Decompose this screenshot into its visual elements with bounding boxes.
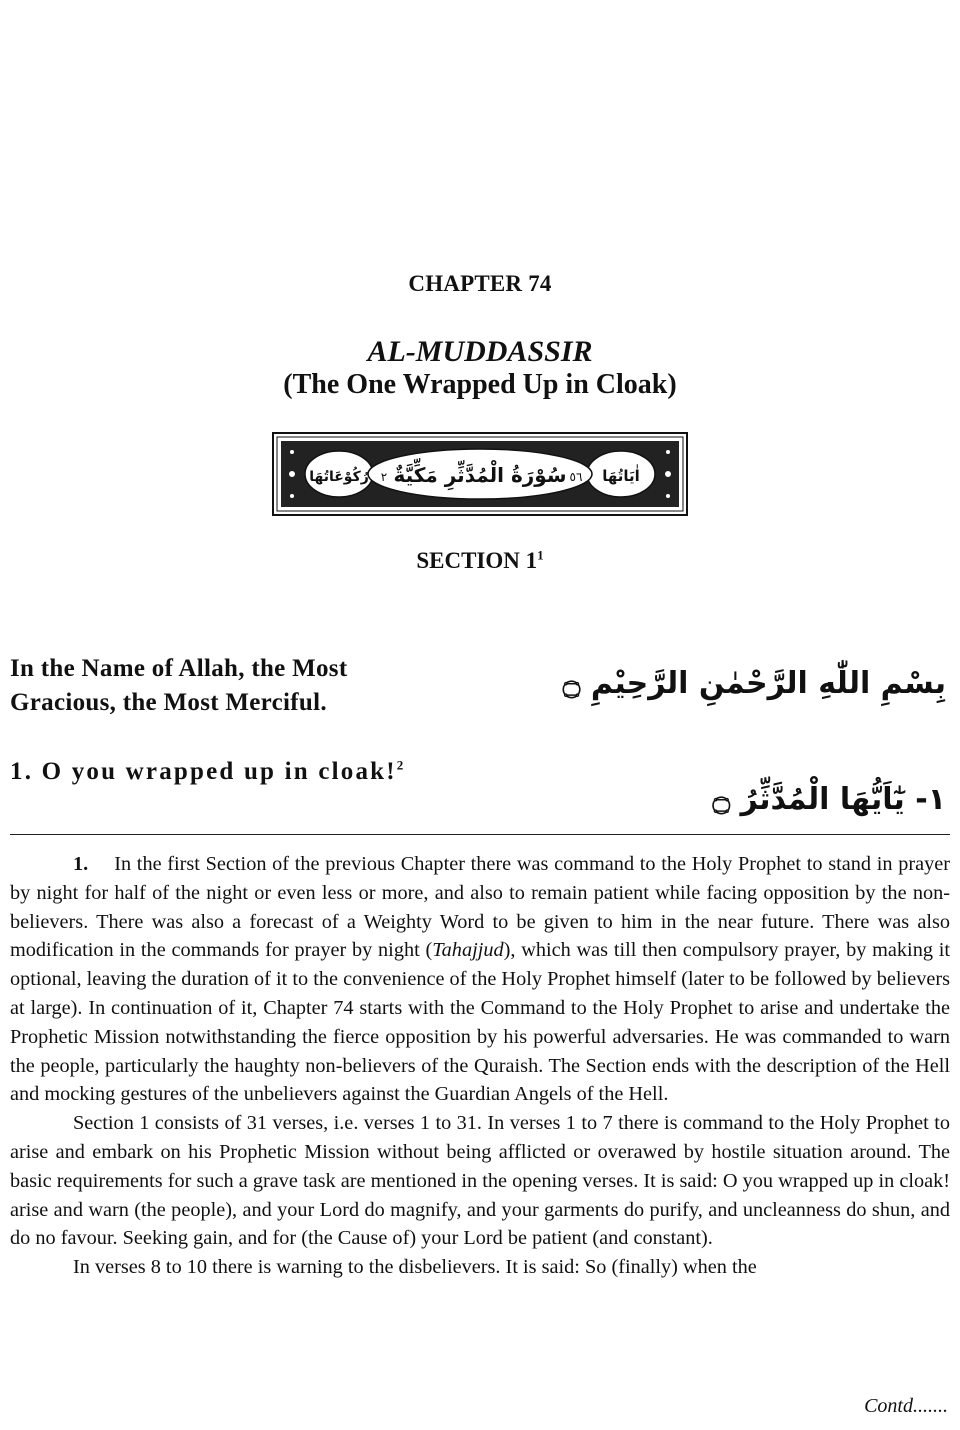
surah-title: AL-MUDDASSIR: [367, 335, 593, 368]
verse-1-arabic: ١- يٰٓاَيُّهَا الْمُدَّثِّرُ ۝: [712, 782, 946, 817]
banner-number-left: ٢: [380, 470, 388, 484]
section-footnote-ref: 1: [537, 547, 544, 563]
banner-surah-name: سُوْرَةُ الْمُدَّثِّرِ مَكِّيَّةٌ: [393, 463, 567, 487]
note-number: 1.: [73, 853, 89, 875]
commentary-paragraph-1: 1. In the first Section of the previous Chapter there was command to the Holy Prophet to stand in prayer by night for half of the night or even less or more, and also to remain patient while facing opposition by the non-believers. There was also a forecast of a Weighty Word to be given to him in the near future. There was also modification in the commands for prayer by night (Tahajjud), which was till then compulsory prayer, by making it optional, leaving the duration of it to the convenience of the Holy Prophet himself (later to be followed by believers at large). In continuation of it, Chapter 74 starts with the Command to the Holy Prophet to arise and undertake the Prophetic Mission notwithstanding the fierce opposition by his powerful adversaries. He was commanded to warn the people, particularly the haughty non-believers of the Quraish. The Section ends with the description of the Hell and mocking gestures of the unbelievers against the Guardian Angels of the Hell.: [10, 853, 950, 1106]
commentary-paragraph-2: Section 1 consists of 31 verses, i.e. verses 1 to 31. In verses 1 to 7 there is command to the Holy Prophet to arise and embark on his Prophetic Mission without being afflicted or overawed by hostile situation around. The basic requirements for such a grave task are mentioned in the opening verses. It is said: O you wrapped up in cloak! arise and warn (the people), and your Lord do magnify, and your garments do purify, and uncleanness do shun, and do no favour. Seeking gain, and for (the Cause of) your Lord be patient (and constant).: [10, 1112, 950, 1250]
section-label: SECTION 1: [416, 548, 538, 573]
banner-right-text: اٰيَاتُهَا: [602, 467, 640, 485]
verse-1-footnote-ref: 2: [396, 757, 404, 773]
commentary-paragraph-3: In verses 8 to 10 there is warning to the disbelievers. It is said: So (finally) when the: [73, 1256, 757, 1279]
banner-number-right: ٥٦: [569, 470, 583, 484]
verse-1-text: 1. O you wrapped up in cloak!: [10, 758, 397, 785]
basmala-english: In the Name of Allah, the Most Gracious, the Most Merciful.: [10, 655, 348, 716]
commentary-block: [10, 850, 950, 1282]
continued-marker: Contd.......: [864, 1395, 948, 1417]
verse-1-english: [10, 755, 420, 789]
surah-ornamental-banner: [272, 432, 688, 516]
surah-subtitle: (The One Wrapped Up in Cloak): [283, 369, 677, 400]
chapter-heading: CHAPTER 74: [408, 271, 552, 296]
divider-rule: [10, 834, 950, 835]
section-heading: [0, 548, 960, 574]
banner-left-text: رُكُوْعَاتُهَا: [309, 469, 369, 485]
basmala-arabic: بِسْمِ اللّٰهِ الرَّحْمٰنِ الرَّحِيْمِ ۝: [562, 666, 946, 701]
italic-term: Tahajjud: [432, 939, 504, 962]
